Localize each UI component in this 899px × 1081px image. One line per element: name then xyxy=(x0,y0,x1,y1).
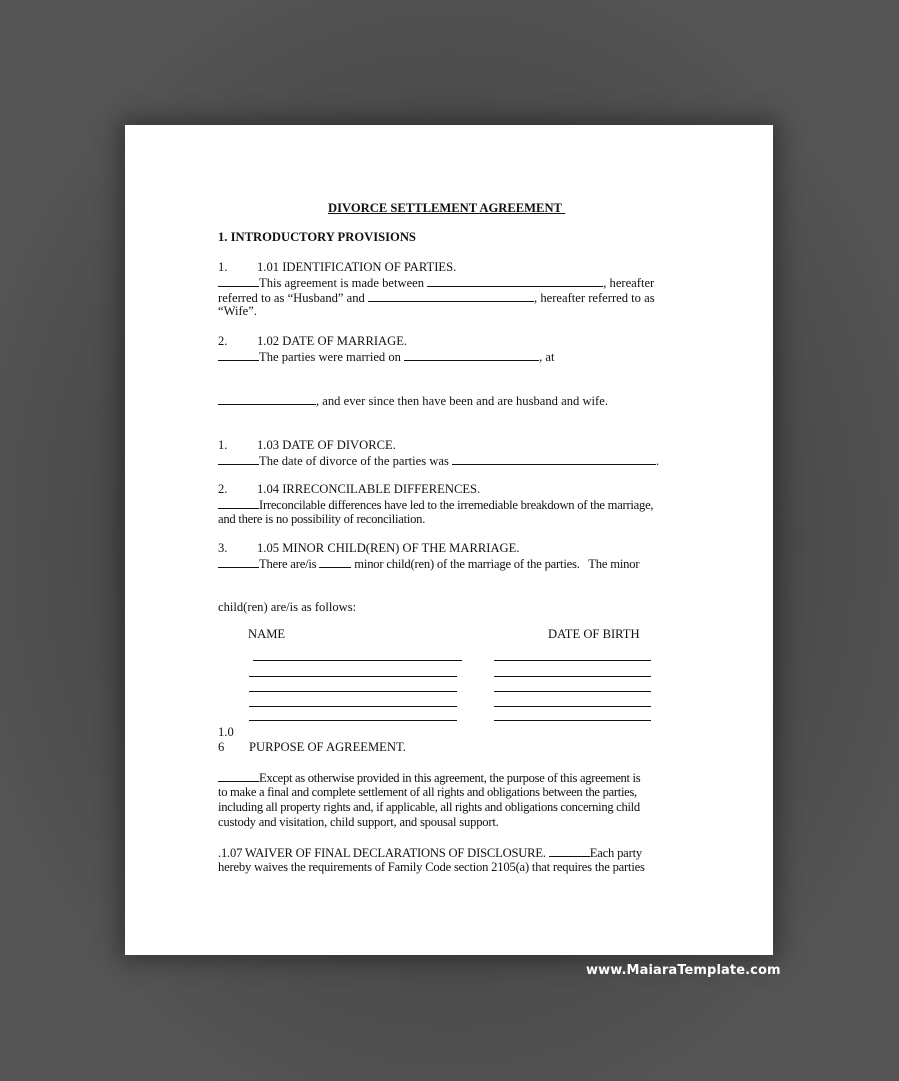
children-count-blank[interactable] xyxy=(319,556,351,568)
clause-text: , and ever since then have been and are husband and wife. xyxy=(316,394,608,408)
child-name-blank[interactable] xyxy=(249,706,457,707)
clause-1-06-line3: including all property rights and, if applicable, all rights and obligations concerning child xyxy=(218,800,640,814)
clause-text: Irreconcilable differences have led to the irremediable breakdown of the marriage, xyxy=(259,498,654,512)
clause-text: , hereafter referred to as xyxy=(534,291,655,305)
clause-text: Except as otherwise provided in this agreement, the purpose of this agreement is xyxy=(259,771,641,785)
blank-line[interactable] xyxy=(549,845,590,857)
child-dob-blank[interactable] xyxy=(494,720,651,721)
section-heading-introductory: 1. INTRODUCTORY PROVISIONS xyxy=(218,230,416,244)
clause-1-02-heading xyxy=(218,334,407,349)
clause-1-01-heading xyxy=(218,260,456,275)
clause-title: 1.01 IDENTIFICATION OF PARTIES. xyxy=(257,260,457,274)
clause-1-05-line2: child(ren) are/is as follows: xyxy=(218,600,357,614)
clause-number: 6 xyxy=(218,740,225,754)
clause-title: 1.04 IRRECONCILABLE DIFFERENCES. xyxy=(257,482,481,496)
clause-1-03-heading xyxy=(218,438,396,453)
column-header-date-of-birth: DATE OF BIRTH xyxy=(548,627,640,641)
child-name-blank[interactable] xyxy=(249,676,457,677)
clause-text: The parties were married on xyxy=(259,350,401,364)
clause-text: referred to as “Husband” and xyxy=(218,291,365,305)
clause-1-06-heading xyxy=(218,740,406,755)
clause-title: PURPOSE OF AGREEMENT. xyxy=(249,740,406,754)
divorce-date-blank[interactable] xyxy=(452,453,656,465)
clause-1-04-line1 xyxy=(218,497,653,513)
marriage-place-blank[interactable] xyxy=(218,393,316,405)
clause-text: . xyxy=(656,454,660,468)
column-header-name: NAME xyxy=(248,627,286,641)
clause-number: 2. xyxy=(218,482,228,496)
clause-1-06-line4: custody and visitation, child support, and spousal support. xyxy=(218,815,499,829)
clause-1-05-line1 xyxy=(218,556,639,572)
clause-number: 1. xyxy=(218,260,228,274)
clause-1-04-line2: and there is no possibility of reconciliation. xyxy=(218,512,426,526)
child-dob-blank[interactable] xyxy=(494,660,651,661)
document-page xyxy=(125,125,773,955)
clause-text: The date of divorce of the parties was xyxy=(259,454,449,468)
husband-name-blank[interactable] xyxy=(427,275,603,287)
clause-1-01-line1 xyxy=(218,275,654,291)
clause-text: This agreement is made between xyxy=(259,276,425,290)
clause-1-06-line2: to make a final and complete settlement of all rights and obligations between the parties, xyxy=(218,785,637,799)
clause-1-07-line1 xyxy=(218,845,642,861)
child-dob-blank[interactable] xyxy=(494,676,651,677)
clause-1-01-line2 xyxy=(218,290,655,306)
clause-text: , hereafter xyxy=(603,276,655,290)
clause-number: 1.0 xyxy=(218,725,234,739)
clause-number: 1. xyxy=(218,438,228,452)
clause-text: minor child(ren) of the marriage of the parties. The minor xyxy=(354,557,640,571)
clause-title: 1.05 MINOR CHILD(REN) OF THE MARRIAGE. xyxy=(257,541,520,555)
blank-line[interactable] xyxy=(218,770,259,782)
clause-1-01-line3: “Wife”. xyxy=(218,304,257,318)
child-name-blank[interactable] xyxy=(249,720,457,721)
clause-title: .1.07 WAIVER OF FINAL DECLARATIONS OF DISCLOSURE. xyxy=(218,846,546,860)
clause-title: 1.03 DATE OF DIVORCE. xyxy=(257,438,396,452)
wife-name-blank[interactable] xyxy=(368,290,534,302)
marriage-date-blank[interactable] xyxy=(404,349,539,361)
watermark-url: www.MaiaraTemplate.com xyxy=(586,963,781,978)
clause-text: Each party xyxy=(589,846,642,860)
blank-line[interactable] xyxy=(218,453,259,465)
clause-text: There are/is xyxy=(259,557,317,571)
clause-1-03-line1 xyxy=(218,453,659,469)
blank-line[interactable] xyxy=(218,275,259,287)
child-name-blank[interactable] xyxy=(249,691,457,692)
document-title: DIVORCE SETTLEMENT AGREEMENT xyxy=(328,201,562,215)
clause-number: 2. xyxy=(218,334,228,348)
child-name-blank[interactable] xyxy=(253,660,462,661)
clause-1-02-line1 xyxy=(218,349,555,365)
clause-title: 1.02 DATE OF MARRIAGE. xyxy=(257,334,408,348)
blank-line[interactable] xyxy=(218,497,259,509)
blank-line[interactable] xyxy=(218,556,259,568)
blank-line[interactable] xyxy=(218,349,259,361)
clause-1-05-heading xyxy=(218,541,519,556)
clause-1-04-heading xyxy=(218,482,480,497)
clause-1-06-line1 xyxy=(218,770,640,786)
clause-1-02-line2 xyxy=(218,393,608,409)
child-dob-blank[interactable] xyxy=(494,691,651,692)
clause-text: , at xyxy=(539,350,555,364)
child-dob-blank[interactable] xyxy=(494,706,651,707)
clause-number: 3. xyxy=(218,541,228,555)
clause-1-07-line2: hereby waives the requirements of Family Code section 2105(a) that requires the parties xyxy=(218,860,645,874)
